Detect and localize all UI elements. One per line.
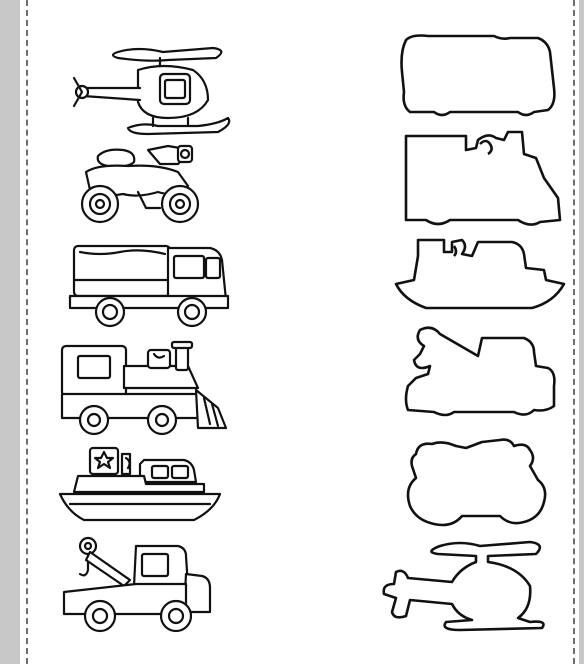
helicopter-silhouette-icon[interactable]	[380, 536, 555, 636]
truck-silhouette-icon[interactable]	[398, 32, 558, 122]
page-margin-strip-right	[579, 0, 584, 664]
silhouette-shapes-column	[380, 0, 570, 664]
truck-icon[interactable]	[70, 240, 230, 330]
motorcycle-silhouette-icon[interactable]	[402, 436, 552, 528]
helicopter-icon[interactable]	[68, 40, 238, 140]
boat-icon[interactable]	[54, 440, 224, 530]
tow-truck-silhouette-icon[interactable]	[402, 326, 562, 418]
motorcycle-icon[interactable]	[68, 142, 218, 227]
train-silhouette-icon[interactable]	[398, 128, 568, 228]
dashed-cut-line-right	[573, 0, 575, 664]
tow-truck-icon[interactable]	[60, 536, 220, 636]
dashed-cut-line-left	[26, 0, 28, 664]
boat-silhouette-icon[interactable]	[392, 234, 567, 314]
page-margin-strip	[0, 0, 20, 664]
train-icon[interactable]	[58, 338, 233, 438]
vehicle-drawings-column	[40, 0, 250, 664]
